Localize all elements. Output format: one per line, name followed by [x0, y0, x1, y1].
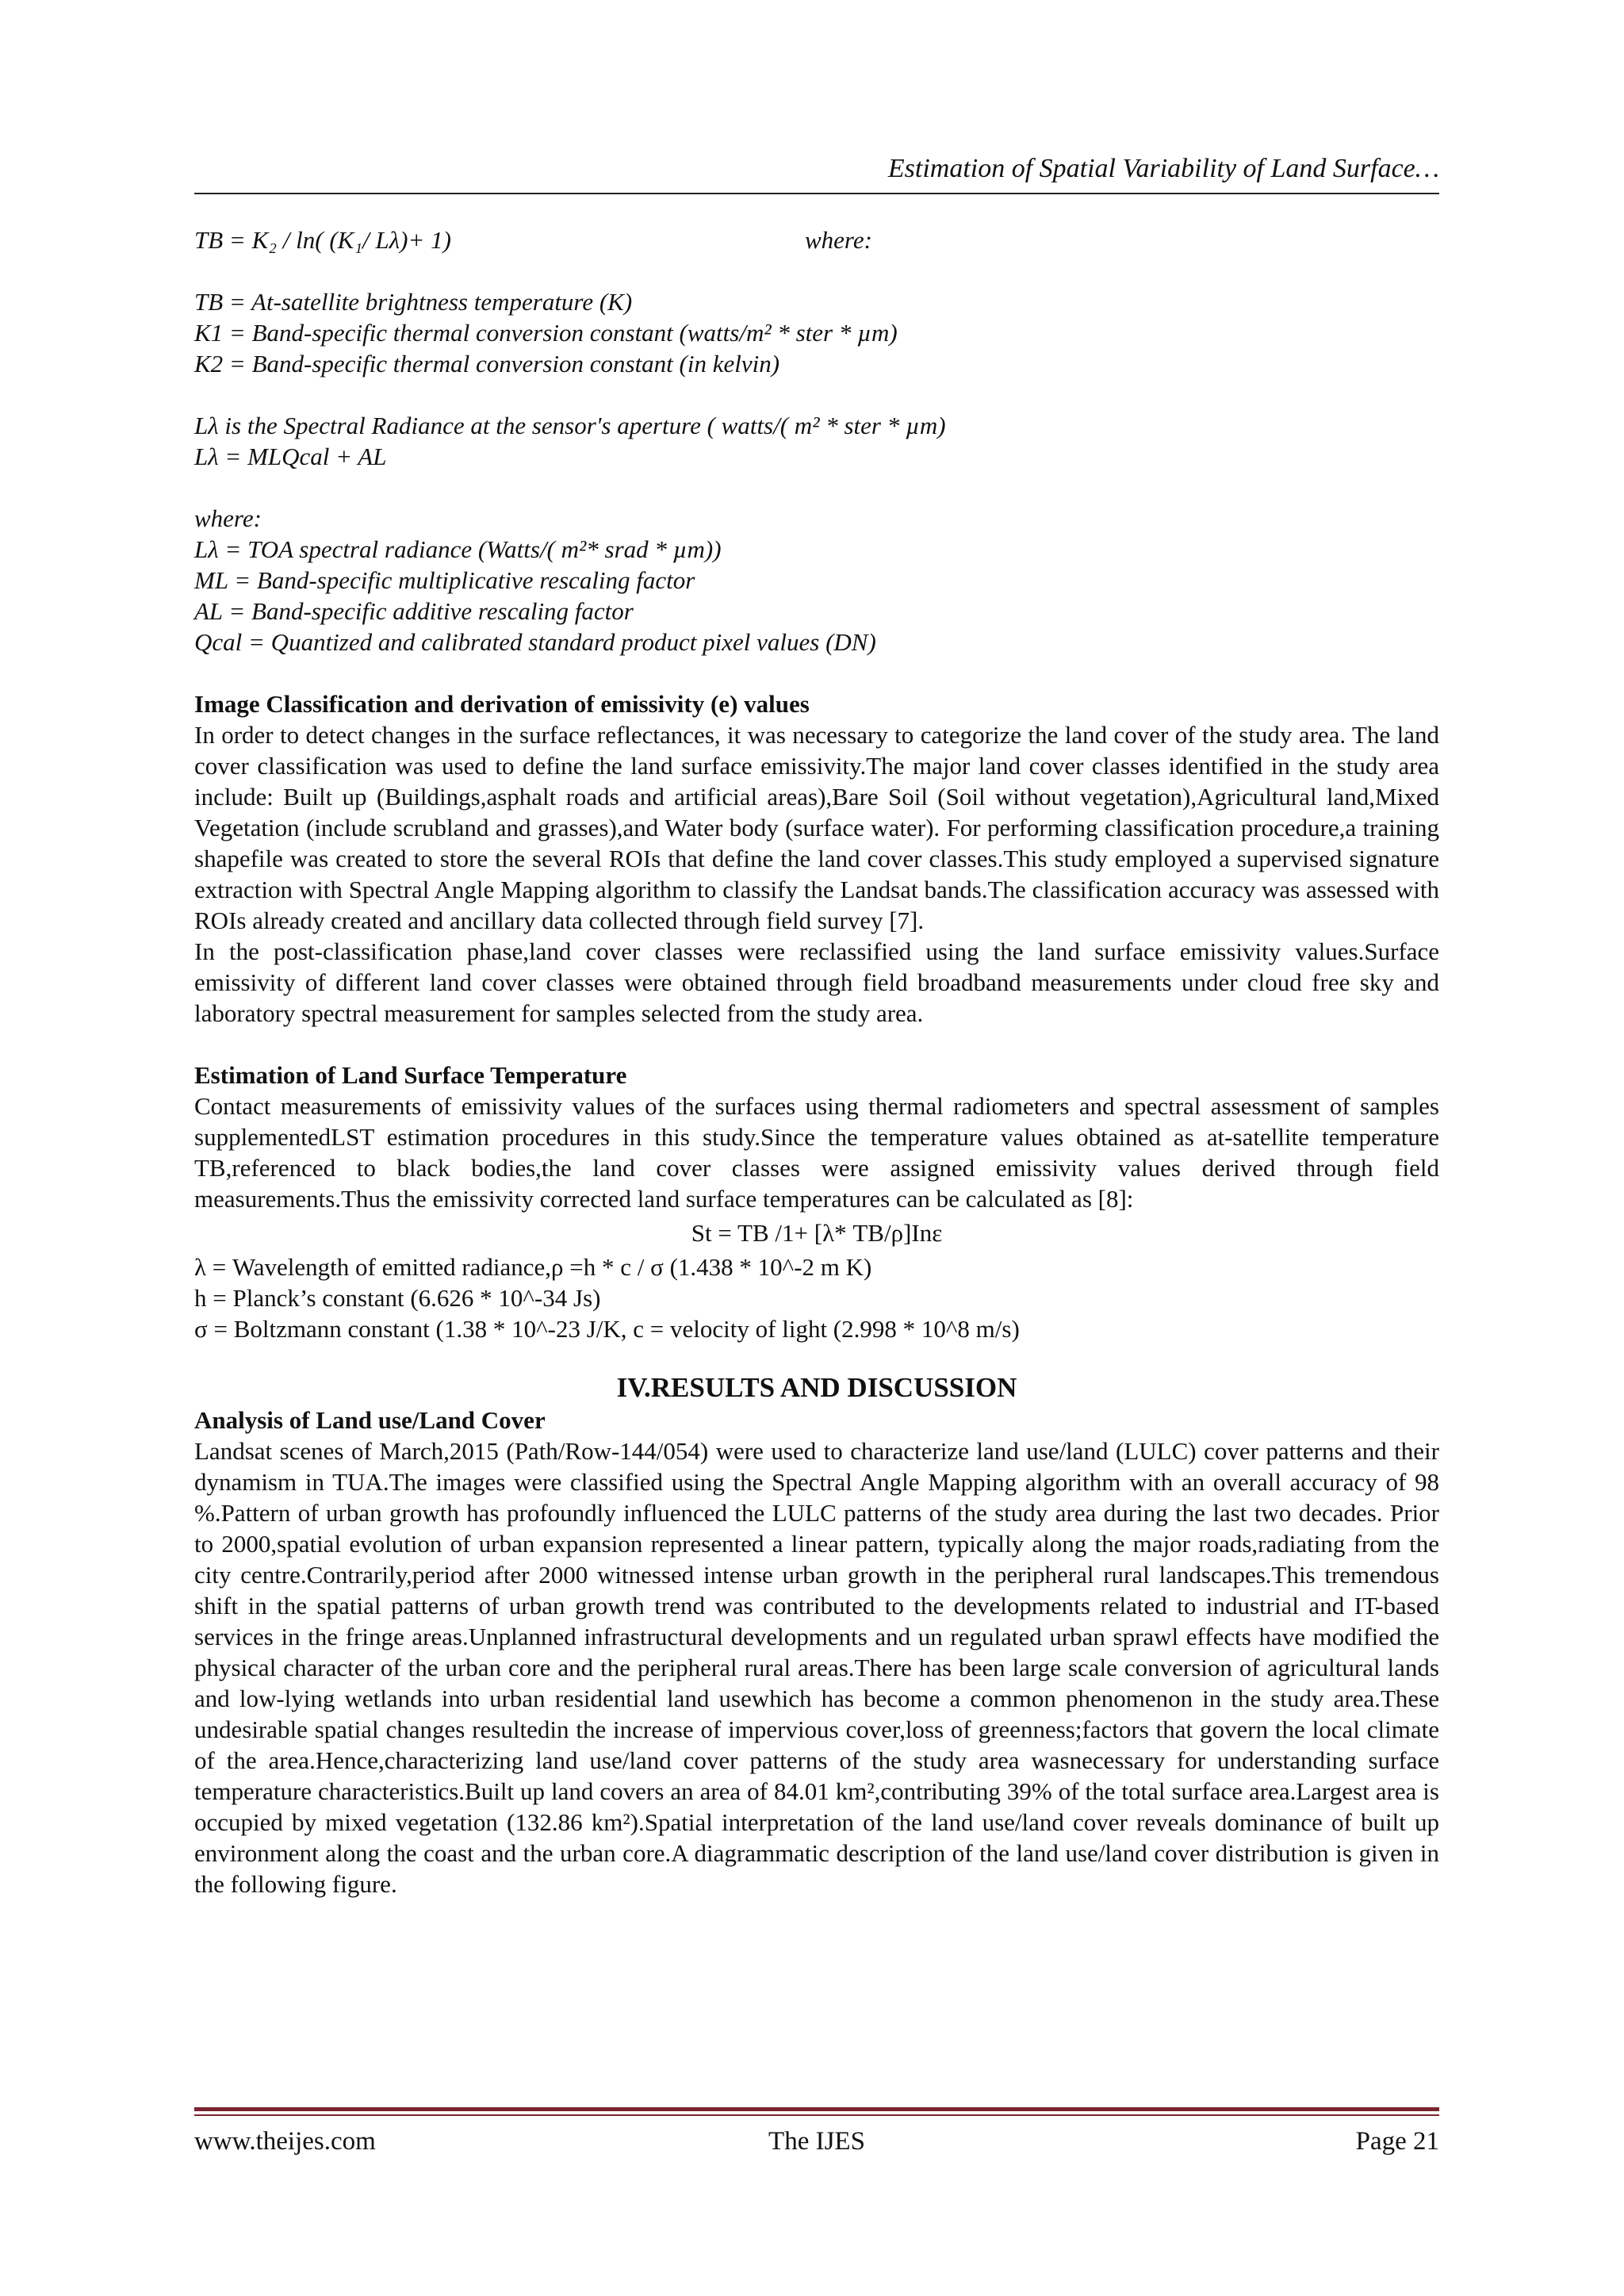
footer-rule-thick	[194, 2107, 1439, 2111]
footer-website[interactable]: www.theijes.com	[194, 2127, 376, 2156]
tb-definition: TB = At-satellite brightness temperature (K)	[194, 288, 633, 316]
boltzmann-definition: σ = Boltzmann constant (1.38 * 10^-23 J/K, c = velocity of light (2.998 * 10^8 m/s)	[194, 1315, 1020, 1343]
spacer	[194, 1029, 1439, 1060]
classification-paragraph-2: In the post-classification phase,land cover classes were reclassified using the land surface emissivity values.Surface emissivity of different land cover classes were obtained through field broadband measurements under cloud free sky and laboratory spectral measurement for samples selected from the study area.	[194, 937, 1439, 1027]
radiance-formula: Lλ = MLQcal + AL	[194, 443, 387, 470]
tb-formula: TB = K₂ / ln( (K₁/ Lλ)+ 1)	[194, 226, 451, 254]
footer-page-number: Page 21	[1355, 2127, 1439, 2156]
spacer	[194, 657, 1439, 688]
tb-definition: K2 = Band-specific thermal conversion constant (in kelvin)	[194, 350, 780, 378]
results-section-title: IV.RESULTS AND DISCUSSION	[616, 1372, 1017, 1403]
page	[194, 0, 1439, 2296]
brightness-temperature-equation-row	[194, 224, 1439, 255]
st-formula: St = TB /1+ [λ* TB/ρ]Inε	[691, 1219, 943, 1247]
tb-definitions	[194, 286, 1439, 379]
lst-heading: Estimation of Land Surface Temperature	[194, 1061, 627, 1089]
footer-rule-thin	[194, 2114, 1439, 2116]
radiance-definition: AL = Band-specific additive rescaling factor	[194, 597, 634, 625]
planck-definition: h = Planck’s constant (6.626 * 10^-34 Js)	[194, 1284, 601, 1312]
radiance-definition: Qcal = Quantized and calibrated standard product pixel values (DN)	[194, 628, 876, 656]
radiance-definition: ML = Band-specific multiplicative rescaling factor	[194, 566, 695, 594]
classification-heading: Image Classification and derivation of emissivity (e) values	[194, 690, 810, 718]
tb-definition: K1 = Band-specific thermal conversion constant (watts/m² * ster * µm)	[194, 319, 898, 347]
main-content	[194, 224, 1439, 1899]
spacer	[194, 379, 1439, 410]
header-rule	[194, 193, 1439, 194]
where-label-2: where:	[194, 504, 262, 532]
radiance-definition: Lλ = TOA spectral radiance (Watts/( m²* srad * µm))	[194, 535, 722, 563]
lst-paragraph: Contact measurements of emissivity values of the surfaces using thermal radiometers and spectral assessment of samples supplementedLST estimation procedures in this study.Since the temperature values obtained as at-satellite temperature TB,referenced to black bodies,the land cover classes were assigned emissivity values derived through field measurements.Thus the emissivity corrected land surface temperatures can be calculated as [8]:	[194, 1092, 1439, 1213]
lulc-subheading: Analysis of Land use/Land Cover	[194, 1406, 546, 1434]
classification-paragraph-1: In order to detect changes in the surface reflectances, it was necessary to categorize the land cover of the study area. The land cover classification was used to define the land surface emissivity.The major land cover classes identified in the study area include: Built up (Buildings,asphalt roads and artificial areas),Bare Soil (Soil without vegetation),Agricultural land,Mixed Vegetation (include scrubland and grasses),and Water body (surface water). For performing classification procedure,a training shapefile was created to store the several ROIs that define the land cover classes.This study employed a supervised signature extraction with Spectral Angle Mapping algorithm to classify the Landsat bands.The classification accuracy was assessed with ROIs already created and ancillary data collected through field survey [7].	[194, 721, 1439, 934]
radiance-block	[194, 410, 1439, 472]
spacer	[194, 472, 1439, 503]
spacer	[194, 255, 1439, 286]
footer-journal: The IJES	[768, 2127, 865, 2156]
radiance-description: Lλ is the Spectral Radiance at the sensor's aperture ( watts/( m² * ster * µm)	[194, 412, 946, 439]
results-paragraph: Landsat scenes of March,2015 (Path/Row-144/054) were used to characterize land use/land (LULC) cover patterns and their dynamism in TUA.The images were classified using the Spectral Angle Mapping algorithm with an overall accuracy of 98 %.Pattern of urban growth has profoundly influenced the LULC patterns of the study area during the last two decades. Prior to 2000,spatial evolution of urban expansion represented a linear pattern, typically along the major roads,radiating from the city centre.Contrarily,period after 2000 witnessed intense urban growth in the peripheral rural landscapes.This tremendous shift in the spatial patterns of urban growth trend was contributed to the developments related to industrial and IT-based services in the fringe areas.Unplanned infrastructural developments and un regulated urban sprawl effects have modified the physical character of the urban core and the peripheral rural areas.There has been large scale conversion of agricultural lands and low-lying wetlands into urban residential land usewhich has become a common phenomenon in the study area.These undesirable spatial changes resultedin the increase of impervious cover,loss of greenness;factors that govern the local climate of the area.Hence,characterizing land use/land cover patterns of the study area wasnecessary for understanding surface temperature characteristics.Built up land covers an area of 84.01 km²,contributing 39% of the total surface area.Largest area is occupied by mixed vegetation (132.86 km²).Spatial interpretation of the land use/land cover reveals dominance of built up environment along the coast and the urban core.A diagrammatic description of the land use/land cover distribution is given in the following figure.	[194, 1437, 1439, 1898]
where-label: where:	[805, 226, 872, 254]
lambda-definition: λ = Wavelength of emitted radiance,ρ =h * c / σ (1.438 * 10^-2 m K)	[194, 1253, 872, 1281]
radiance-definitions	[194, 503, 1439, 657]
running-title: Estimation of Spatial Variability of Land Surface…	[887, 154, 1439, 183]
page-footer	[194, 2125, 1439, 2157]
